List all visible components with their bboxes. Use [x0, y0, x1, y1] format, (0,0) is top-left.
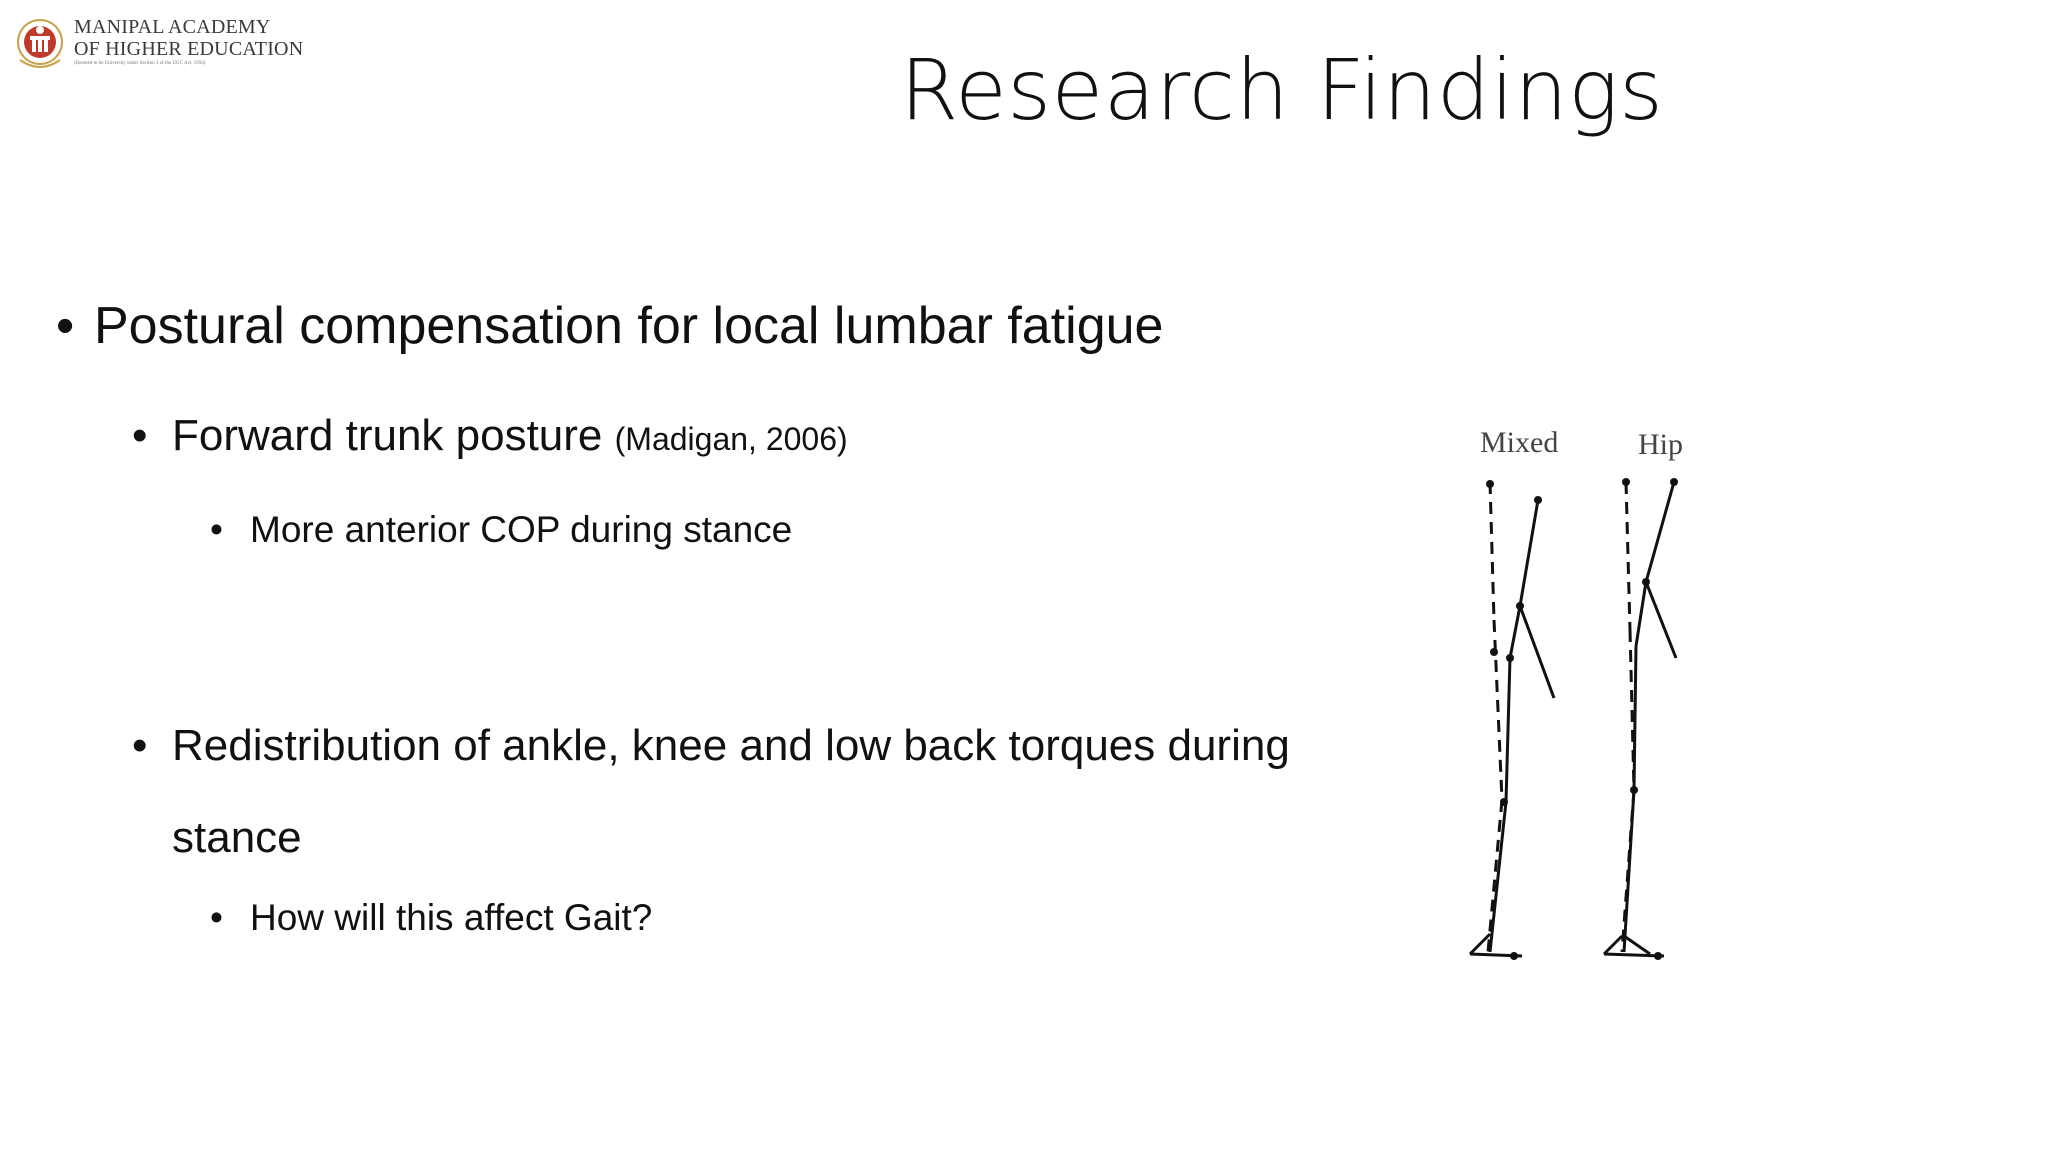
bullet-dot: • [56, 297, 75, 355]
bullet-level-1 [56, 288, 1163, 364]
bullet-level-3 [210, 890, 652, 946]
bullet-dot: • [132, 721, 148, 770]
bullet-text: How will this affect Gait? [250, 897, 653, 938]
figure-label-mixed: Mixed [1480, 426, 1559, 459]
bullet-main-text: Forward trunk posture [172, 411, 615, 460]
posture-stick-figure [1450, 420, 1730, 980]
stick-figure-diagram [1450, 420, 1730, 980]
bullet-dot: • [132, 411, 148, 460]
bullet-level-2 [132, 404, 848, 471]
bullet-text [172, 411, 848, 460]
logo-line-3: (Deemed to be University under Section 3 of the UGC Act, 1956) [74, 61, 206, 66]
bullet-dot: • [210, 897, 223, 938]
citation: (Madigan, 2006) [614, 421, 848, 457]
bullet-level-2 [132, 700, 1382, 884]
logo-line-1: MANIPAL ACADEMY [74, 16, 271, 38]
bullet-text: Redistribution of ankle, knee and low back torques during stance [172, 721, 1290, 862]
mixed-dashed-posture [1488, 482, 1502, 952]
bullet-level-3 [210, 502, 792, 558]
institution-name [74, 16, 303, 68]
figure-label-hip: Hip [1638, 428, 1683, 461]
bullet-dot: • [210, 509, 223, 550]
bullet-text: Postural compensation for local lumbar fatigue [94, 297, 1164, 355]
slide-title: Research Findings [900, 41, 1664, 139]
institution-logo [12, 12, 312, 82]
bullet-text: More anterior COP during stance [250, 509, 793, 550]
institution-emblem-icon [12, 12, 72, 76]
logo-line-2: OF HIGHER EDUCATION [74, 38, 304, 60]
